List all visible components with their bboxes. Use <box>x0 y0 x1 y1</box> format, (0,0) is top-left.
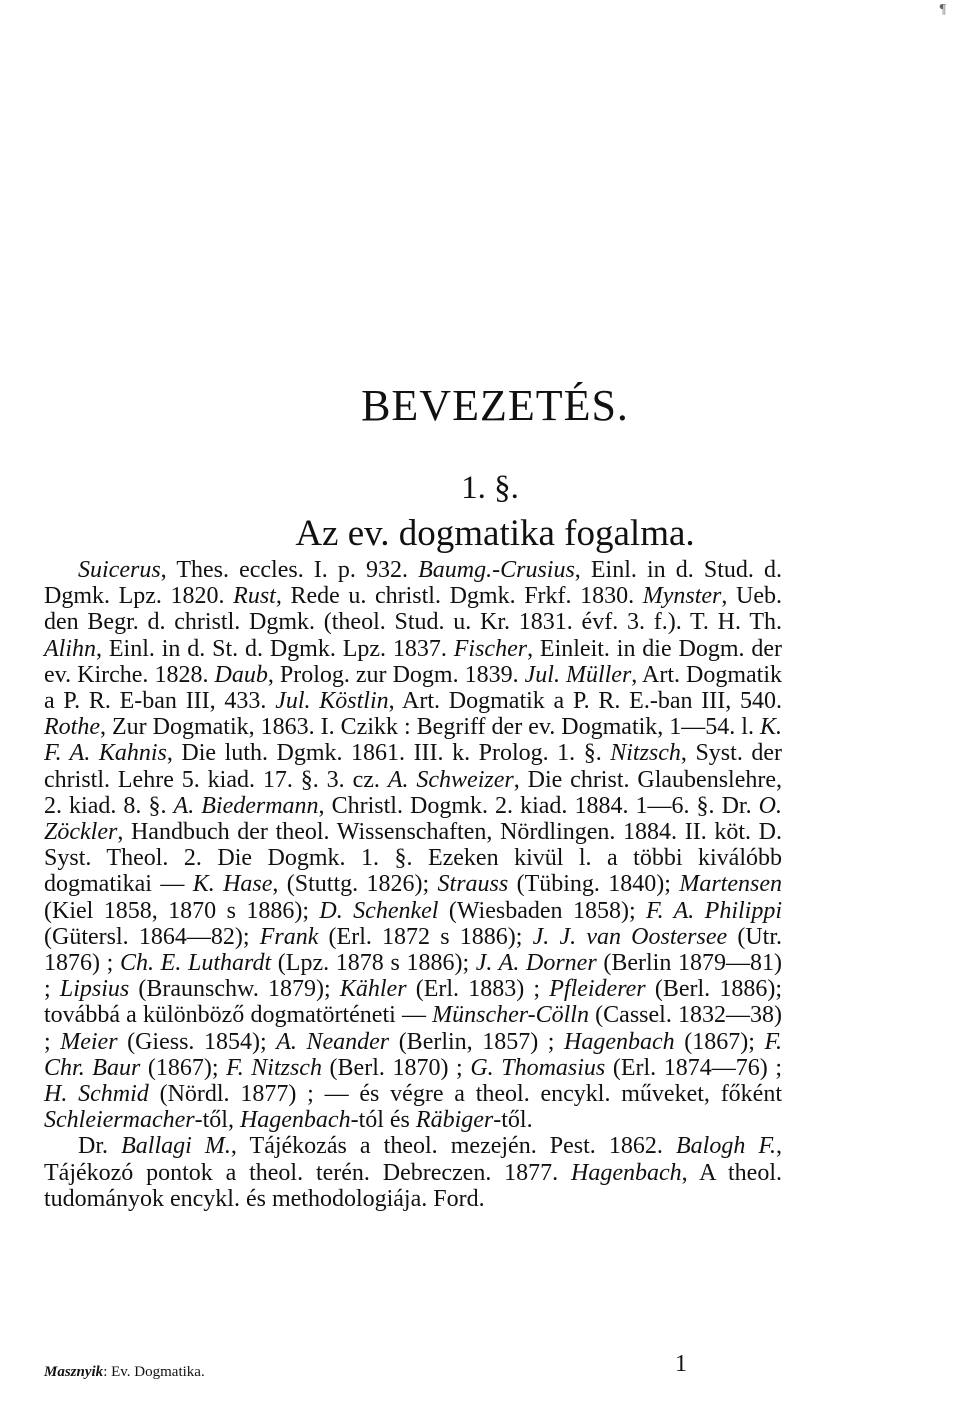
author-name: Hagenbach <box>239 1107 351 1134</box>
citation-text: (Berlin 1879—81) ; <box>44 950 782 1003</box>
citation-text: (1867); <box>674 1028 765 1055</box>
footer-book-title: Ev. Dogmatika. <box>111 1364 205 1380</box>
author-name: Kähler <box>339 976 407 1003</box>
author-name: Lipsius <box>59 976 130 1003</box>
citation-text: (Giess. 1854); <box>117 1028 277 1055</box>
citation-text: (Erl. 1874—76) ; <box>605 1054 783 1081</box>
author-name: H. Schmid <box>44 1081 149 1108</box>
citation-text: (Tübing. 1840); <box>508 871 680 898</box>
author-name: J. A. Dorner <box>475 950 597 977</box>
citation-text: (Lpz. 1878 s 1886); <box>271 950 476 977</box>
citation-text: , (Stuttg. 1826); <box>272 871 438 898</box>
citation-text: , A theol. tudományok encykl. és methodologiája. Ford. <box>44 1159 783 1212</box>
citation-text: , Thes. eccles. I. p. 932. <box>160 557 419 583</box>
author-name: Nitzsch <box>610 740 681 767</box>
author-name: O. Zöckler <box>44 792 782 846</box>
author-name: Suicerus <box>78 557 161 583</box>
author-name: Daub <box>214 661 268 688</box>
author-name: Münscher-Cölln <box>432 1002 589 1029</box>
author-name: Räbiger <box>415 1107 494 1134</box>
section-number: 1. §. <box>461 470 519 506</box>
author-name: F. Nitzsch <box>226 1054 322 1081</box>
citation-text: (Nördl. 1877) ; — és végre a theol. encykl. műveket, főként <box>148 1081 783 1108</box>
footer-author: Masznyik <box>44 1364 104 1380</box>
citation-text: , Handbuch der theol. Wissenschaften, Nördlingen. 1884. II. köt. D. Syst. Theol. 2. Die Dogmk. 1. §. Ezeken kivül l. a többi kiválóbb dogmatikai — <box>44 819 782 898</box>
author-name: Martensen <box>679 871 782 898</box>
citation-text: (Gütersl. 1864—82); <box>44 923 260 950</box>
author-name: K. F. A. Kahnis <box>44 714 782 767</box>
chapter-title: BEVEZETÉS. <box>361 381 629 430</box>
author-name: Frank <box>259 923 319 950</box>
encyclopedia-paragraph <box>44 1133 782 1212</box>
citation-text: (Cassel. 1832—38) ; <box>44 1002 782 1055</box>
author-name: Alihn <box>44 635 96 662</box>
citation-text: , Zur Dogmatik, 1863. I. Czikk : Begriff der ev. Dogmatik, 1—54. l. <box>99 714 760 741</box>
citation-text: , Einleit. in die Dogm. der ev. Kirche. 1828. <box>44 635 782 688</box>
bibliography-text <box>44 557 782 1212</box>
author-name: Rothe <box>44 714 100 741</box>
citation-text: , Tájékozás a theol. mezején. Pest. 1862. <box>230 1133 677 1160</box>
author-name: Ch. E. Luthardt <box>120 950 272 977</box>
citation-text: , Art. Dogmatik a P. R. E-ban III, 433. <box>44 661 783 715</box>
author-name: F. A. Philippi <box>646 897 782 924</box>
author-name: Balogh F. <box>676 1133 777 1160</box>
citation-text: , Prolog. zur Dogm. 1839. <box>267 661 525 688</box>
citation-text: (Braunschw. 1879); <box>129 976 340 1003</box>
citation-text: , Tájékozó pontok a theol. terén. Debreczen. 1877. <box>44 1133 783 1186</box>
section-title: Az ev. dogmatika fogalma. <box>295 513 695 554</box>
citation-text: (Erl. 1872 s 1886); <box>318 923 533 950</box>
citation-text: , Rede u. christl. Dgmk. Frkf. 1830. <box>275 583 643 610</box>
author-name: A. Biedermann <box>173 792 319 819</box>
author-name: Mynster <box>642 583 722 610</box>
author-name: Meier <box>60 1028 118 1055</box>
author-name: J. J. van Oostersee <box>532 923 728 950</box>
citation-text: (Berl. 1886); továbbá a különböző dogmatörténeti — <box>44 976 782 1029</box>
citation-text: , Christl. Dogmk. 2. kiad. 1884. 1—6. §. Dr. <box>318 792 759 819</box>
citation-text: (Erl. 1883) ; <box>406 976 550 1003</box>
citation-text: , Einl. in d. Stud. d. Dgmk. Lpz. 1820. <box>44 557 782 610</box>
citation-text: Dr. <box>78 1133 122 1160</box>
page-number: 1 <box>675 1351 687 1377</box>
page-footer <box>44 1351 744 1381</box>
author-name: Ballagi M. <box>121 1133 231 1160</box>
citation-text: (Utr. 1876) ; <box>44 923 783 977</box>
author-name: Hagenbach <box>564 1028 675 1055</box>
footer-separator: : <box>103 1364 108 1380</box>
bibliography-paragraph <box>44 557 782 1133</box>
citation-text: (Berlin, 1857) ; <box>389 1028 565 1055</box>
author-name: G. Thomasius <box>470 1054 606 1081</box>
author-name: Hagenbach <box>571 1159 682 1186</box>
author-name: K. Hase <box>192 871 273 898</box>
author-name: Schleiermacher <box>44 1107 195 1134</box>
author-name: Pfleiderer <box>549 976 646 1003</box>
corner-mark: ¶ <box>939 2 946 17</box>
citation-text: (Berl. 1870) ; <box>321 1054 471 1081</box>
citation-text: (Wiesbaden 1858); <box>438 897 647 924</box>
citation-text: , Einl. in d. St. d. Dgmk. Lpz. 1837. <box>96 635 454 662</box>
author-name: D. Schenkel <box>319 897 439 924</box>
citation-text: (1867); <box>140 1054 227 1081</box>
citation-text: (Kiel 1858, 1870 s 1886); <box>44 897 320 924</box>
author-name: Jul. Köstlin <box>275 688 389 715</box>
author-name: Jul. Müller <box>524 661 632 688</box>
citation-text: , Syst. der christl. Lehre 5. kiad. 17. §. 3. cz. <box>44 740 782 793</box>
citation-text: -től. <box>493 1107 533 1134</box>
citation-text: -től, <box>194 1107 240 1134</box>
citation-text: , Art. Dogmatik a P. R. E.-ban III, 540. <box>388 688 782 715</box>
author-name: A. Neander <box>276 1028 390 1055</box>
citation-text: , Ueb. den Begr. d. christl. Dgmk. (theol. Stud. u. Kr. 1831. évf. 3. f.). T. H. Th. <box>44 583 783 636</box>
citation-text: , Die luth. Dgmk. 1861. III. k. Prolog. 1. §. <box>166 740 611 767</box>
author-name: F. Chr. Baur <box>44 1028 783 1081</box>
author-name: Rust <box>233 583 276 610</box>
author-name: Strauss <box>437 871 509 898</box>
author-name: A. Schweizer <box>387 766 514 793</box>
citation-text: -tól és <box>350 1107 416 1134</box>
author-name: Baumg.-Crusius <box>418 557 575 583</box>
citation-text: , Die christ. Glaubenslehre, 2. kiad. 8. §. <box>44 766 782 819</box>
author-name: Fischer <box>453 635 528 662</box>
